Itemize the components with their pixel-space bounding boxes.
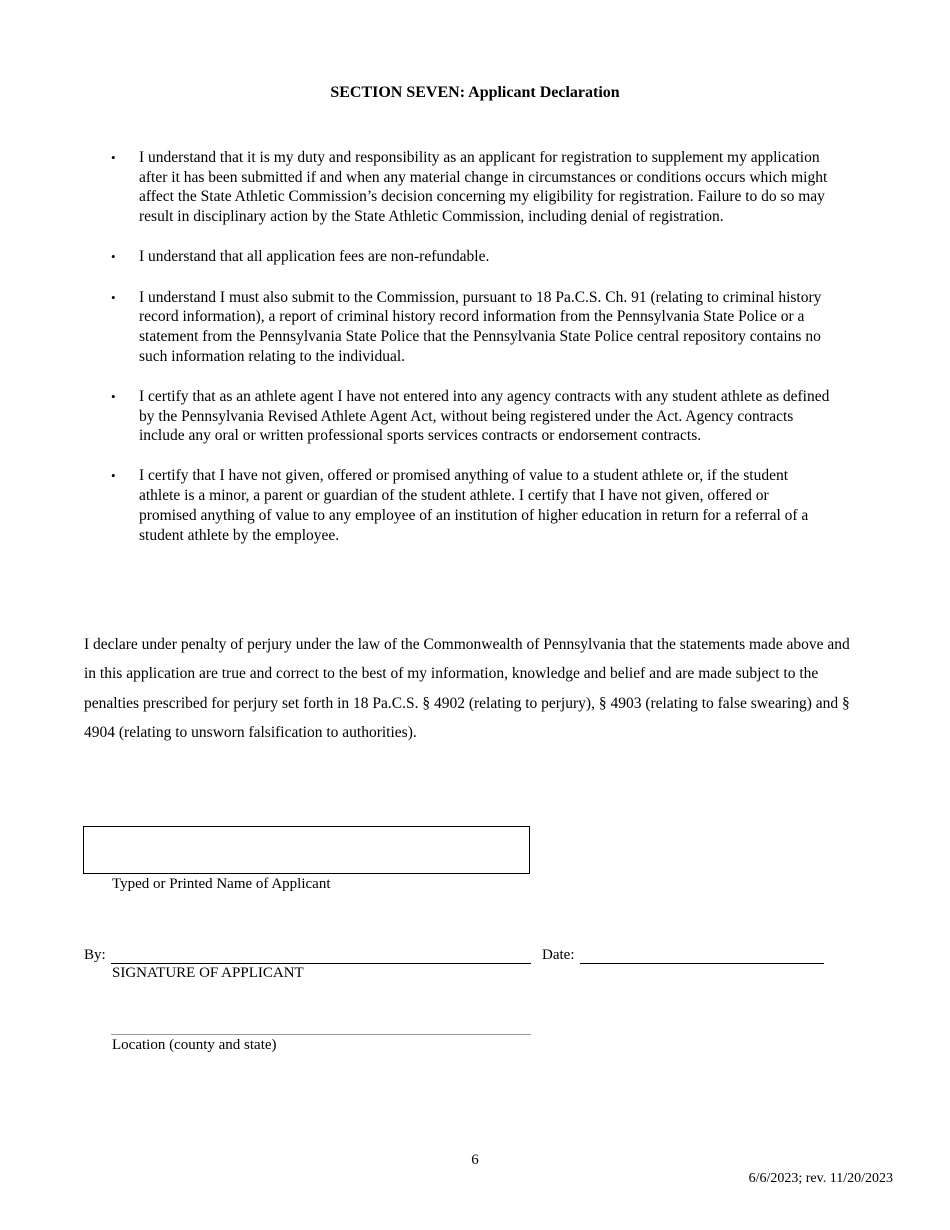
perjury-declaration: I declare under penalty of perjury under the law of the Commonwealth of Pennsylvania that the statements made above and in this application are true and correct to the best of my information, knowledge and belief and are made subject to the penalties prescribed for perjury set forth in 18 Pa.C.S. § 4902 (relating to perjury), § 4903 (relating to false swearing) and § 4904 (relating to unsworn falsification to authorities). bbox=[84, 636, 850, 741]
bullet-item bbox=[110, 387, 830, 446]
bullet-text: I understand that all application fees are non-refundable. bbox=[139, 248, 490, 266]
date-label: Date: bbox=[542, 947, 575, 963]
applicant-name-label: Typed or Printed Name of Applicant bbox=[112, 876, 331, 892]
location-line[interactable] bbox=[111, 1034, 531, 1035]
signature-label: SIGNATURE OF APPLICANT bbox=[112, 965, 304, 981]
bullet-text: I understand I must also submit to the Commission, pursuant to 18 Pa.C.S. Ch. 91 (relating to criminal history record information), a report of criminal history record information from the Pennsylvania State Police or a statement from the Pennsylvania State Police that the Pennsylvania State Police central repository contains no such information relating to the individual. bbox=[139, 288, 822, 365]
applicant-name-field[interactable] bbox=[83, 826, 530, 874]
bullet-item bbox=[110, 148, 830, 227]
bullet-item bbox=[110, 288, 830, 367]
bullet-icon: • bbox=[111, 468, 116, 484]
bullet-text: I certify that as an athlete agent I have not entered into any agency contracts with any student athlete as defined by the Pennsylvania Revised Athlete Agent Act, without being registered under the Act. Agency contracts include any oral or written professional sports services contracts or endorsement contracts. bbox=[139, 387, 830, 445]
bullet-icon: • bbox=[111, 289, 116, 305]
bullet-item bbox=[110, 466, 830, 545]
by-label: By: bbox=[84, 947, 106, 963]
date-line[interactable] bbox=[580, 963, 824, 964]
bullet-text: I understand that it is my duty and responsibility as an applicant for registration to supplement my application after it has been submitted if and when any material change in circumstances or conditions occurs which might affect the State Athletic Commission’s decision concerning my eligibility for registration. Failure to do so may result in disciplinary action by the State Athletic Commission, including denial of registration. bbox=[139, 149, 828, 226]
revision-date: 6/6/2023; rev. 11/20/2023 bbox=[748, 1171, 893, 1186]
bullet-icon: • bbox=[111, 150, 116, 165]
location-label: Location (county and state) bbox=[112, 1037, 277, 1053]
page-number: 6 bbox=[471, 1152, 479, 1168]
bullet-icon: • bbox=[111, 249, 116, 265]
section-title: SECTION SEVEN: Applicant Declaration bbox=[330, 84, 620, 101]
signature-line[interactable] bbox=[111, 963, 531, 964]
declaration-bullet-list bbox=[110, 148, 830, 566]
bullet-icon: • bbox=[111, 388, 116, 404]
bullet-text: I certify that I have not given, offered or promised anything of value to a student athlete or, if the student athlete is a minor, a parent or guardian of the student athlete. I certify that I have not given, offered or promised anything of value to any employee of an institution of higher education in return for a referral of a student athlete by the employee. bbox=[139, 467, 809, 544]
bullet-item bbox=[110, 247, 830, 267]
